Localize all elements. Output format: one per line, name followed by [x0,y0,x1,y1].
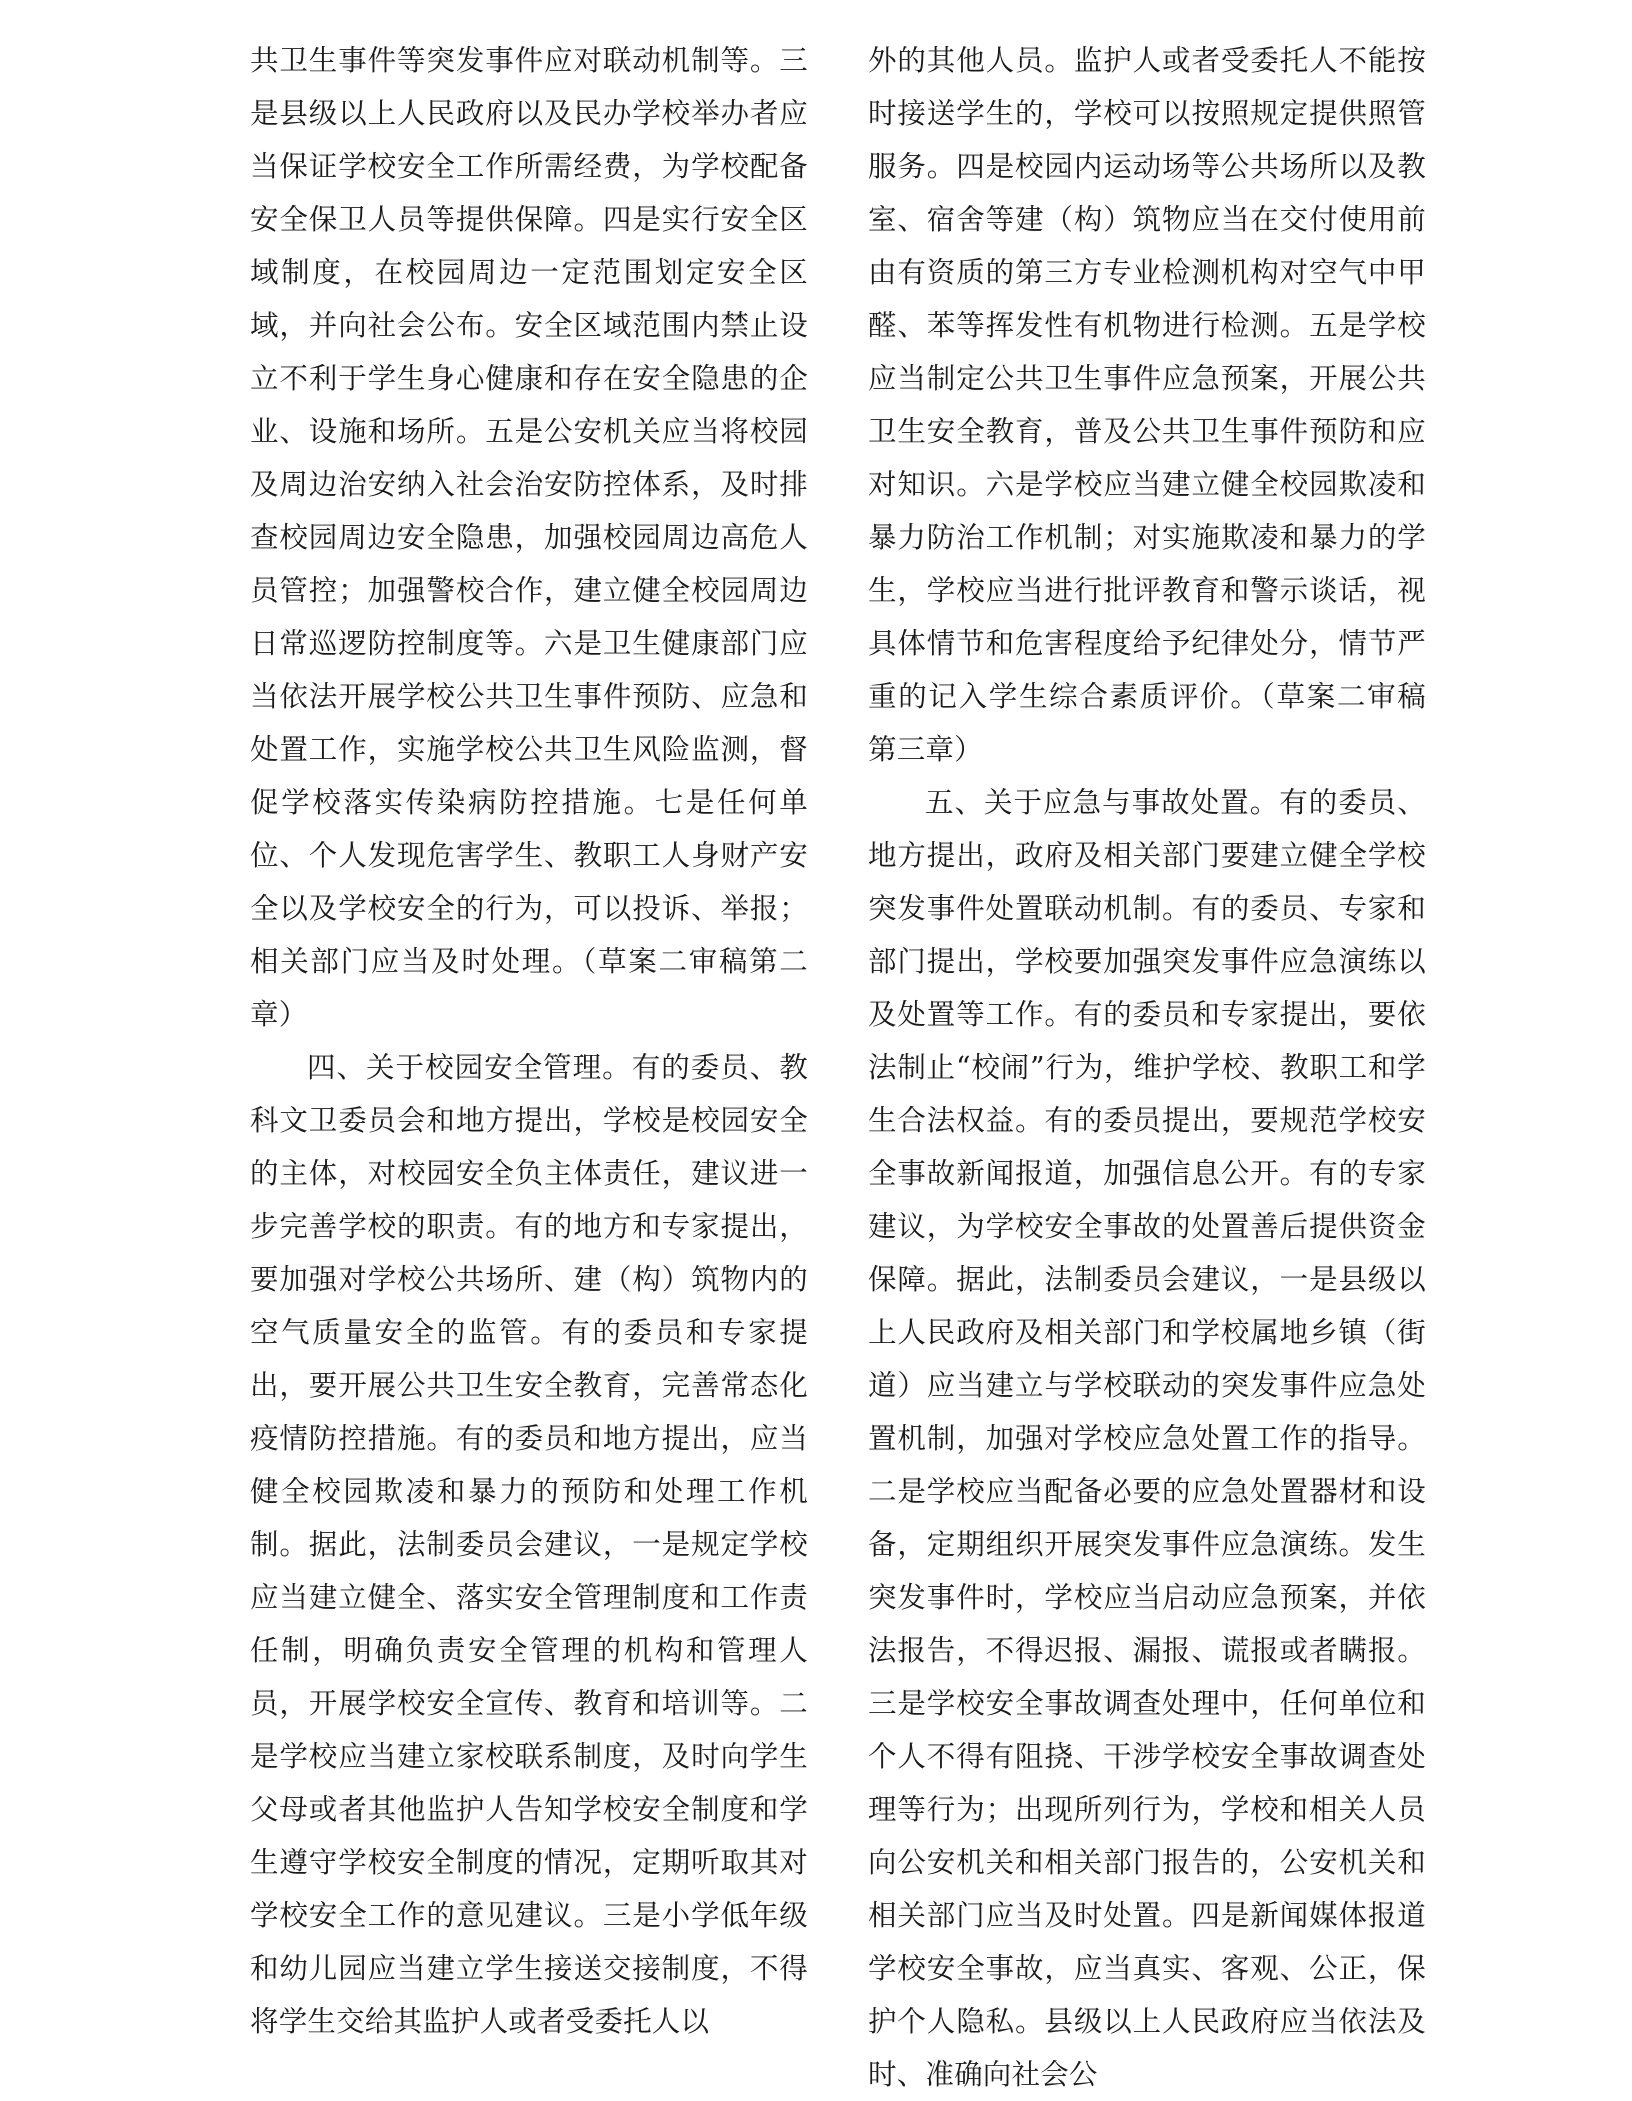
body-paragraph: 共卫生事件等突发事件应对联动机制等。三是县级以上人民政府以及民办学校举办者应当保证学校安全工作所需经费，为学校配备安全保卫人员等提供保障。四是实行安全区域制度，在校园周边一定范围划定安全区域，并向社会公布。安全区域范围内禁止设立不利于学生身心健康和存在安全隐患的企业、设施和场所。五是公安机关应当将校园及周边治安纳入社会治安防控体系，及时排查校园周边安全隐患，加强校园周边高危人员管控；加强警校合作，建立健全校园周边日常巡逻防控制度等。六是卫生健康部门应当依法开展学校公共卫生事件预防、应急和处置工作，实施学校公共卫生风险监测，督促学校落实传染病防控措施。七是任何单位、个人发现危害学生、教职工人身财产安全以及学校安全的行为，可以投诉、举报；相关部门应当及时处理。（草案二审稿第二章） [250,44,808,1031]
section-four-paragraph: 四、关于校园安全管理。有的委员、教科文卫委员会和地方提出，学校是校园安全的主体，对校园安全负主体责任，建议进一步完善学校的职责。有的地方和专家提出，要加强对学校公共场所、建（构）筑物内的空气质量安全的监管。有的委员和专家提出，要开展公共卫生安全教育，完善常态化疫情防控措施。有的委员和地方提出，应当健全校园欺凌和暴力的预防和处理工作机制。据此，法制委员会建议，一是规定学校应当建立健全、落实安全管理制度和工作责任制，明确负责安全管理的机构和管理人员，开展学校安全宣传、教育和培训等。二是学校应当建立家校联系制度，及时向学生父母或者其他监护人告知学校安全制度和学生遵守学校安全制度的情况，定期听取其对学校安全工作的意见建议。三是小学低年级和幼儿园应当建立学生接送交接制度，不得将学生交给其监护人或者受委托人以 [250,1051,808,2038]
body-paragraph: 外的其他人员。监护人或者受委托人不能按时接送学生的，学校可以按照规定提供照管服务。四是校园内运动场等公共场所以及教室、宿舍等建（构）筑物应当在交付使用前由有资质的第三方专业检测机构对空气中甲醛、苯等挥发性有机物进行检测。五是学校应当制定公共卫生事件应急预案，开展公共卫生安全教育，普及公共卫生事件预防和应对知识。六是学校应当建立健全校园欺凌和暴力防治工作机制；对实施欺凌和暴力的学生，学校应当进行批评教育和警示谈话，视具体情节和危害程度给予纪律处分，情节严重的记入学生综合素质评价。（草案二审稿第三章） [868,44,1426,766]
left-text-column [250,34,808,2048]
right-text-column [868,34,1426,2101]
section-five-paragraph: 五、关于应急与事故处置。有的委员、地方提出，政府及相关部门要建立健全学校突发事件处置联动机制。有的委员、专家和部门提出，学校要加强突发事件应急演练以及处置等工作。有的委员和专家提出，要依法制止“校闹”行为，维护学校、教职工和学生合法权益。有的委员提出，要规范学校安全事故新闻报道，加强信息公开。有的专家建议，为学校安全事故的处置善后提供资金保障。据此，法制委员会建议，一是县级以上人民政府及相关部门和学校属地乡镇（街道）应当建立与学校联动的突发事件应急处置机制，加强对学校应急处置工作的指导。二是学校应当配备必要的应急处置器材和设备，定期组织开展突发事件应急演练。发生突发事件时，学校应当启动应急预案，并依法报告，不得迟报、漏报、谎报或者瞒报。三是学校安全事故调查处理中，任何单位和个人不得有阻挠、干涉学校安全事故调查处理等行为；出现所列行为，学校和相关人员向公安机关和相关部门报告的，公安机关和相关部门应当及时处置。四是新闻媒体报道学校安全事故，应当真实、客观、公正，保护个人隐私。县级以上人民政府应当依法及时、准确向社会公 [868,786,1426,2091]
